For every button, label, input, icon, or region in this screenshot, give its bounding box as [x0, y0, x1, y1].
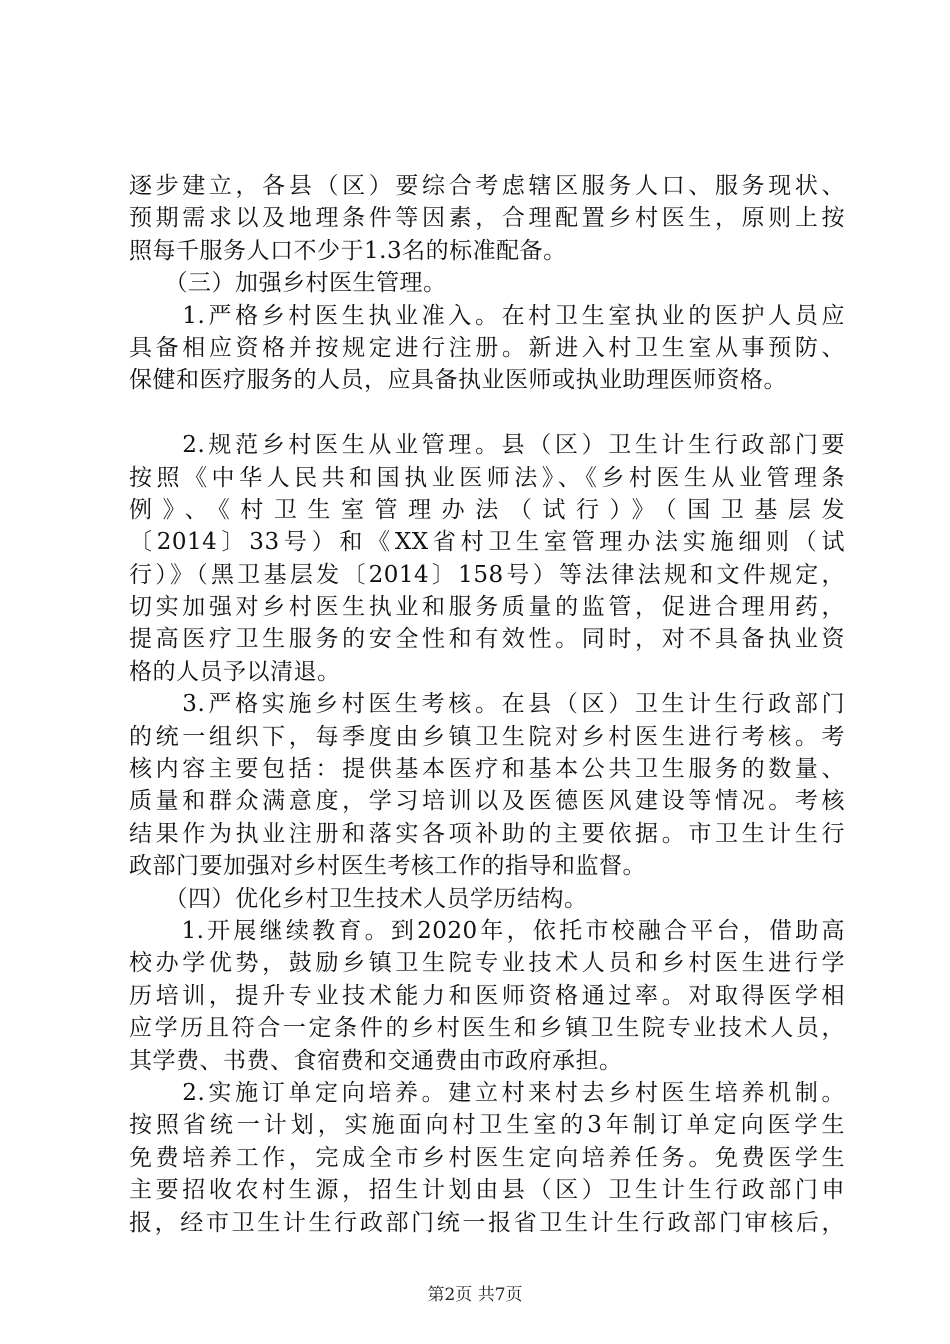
- text-line: 历培训，提升专业技术能力和医师资格通过率。对取得医学相: [129, 982, 845, 1009]
- text-line: 2.规范乡村医生从业管理。县（区）卫生计生行政部门要: [129, 432, 845, 459]
- text-line: [129, 397, 845, 429]
- text-line: 1.严格乡村医生执业准入。在村卫生室执业的医护人员应: [129, 302, 845, 329]
- text-line: 报，经市卫生计生行政部门统一报省卫生计生行政部门审核后，: [129, 1209, 845, 1236]
- text-line: 预期需求以及地理条件等因素，合理配置乡村医生，原则上按: [129, 205, 845, 232]
- text-line: 格的人员予以清退。: [129, 658, 341, 685]
- text-line: 核内容主要包括：提供基本医疗和基本公共卫生服务的数量、: [129, 756, 845, 783]
- text-line: 行）》（黑卫基层发〔2014〕158号）等法律法规和文件规定，: [129, 561, 845, 588]
- text-line: 例》、《村卫生室管理办法（试行）》（国卫基层发: [129, 496, 845, 523]
- text-line: 主要招收农村生源，招生计划由县（区）卫生计生行政部门申: [129, 1177, 845, 1204]
- text-line: 保健和医疗服务的人员，应具备执业医师或执业助理医师资格。: [129, 367, 787, 394]
- text-line: 应学历且符合一定条件的乡村医生和乡镇卫生院专业技术人员，: [129, 1015, 845, 1042]
- text-line: 3.严格实施乡村医生考核。在县（区）卫生计生行政部门: [129, 691, 845, 718]
- text-line: 照每千服务人口不少于1.3名的标准配备。: [129, 237, 567, 264]
- text-line: 免费培养工作，完成全市乡村医生定向培养任务。免费医学生: [129, 1144, 845, 1171]
- text-line: 逐步建立，各县（区）要综合考虑辖区服务人口、服务现状、: [129, 173, 845, 199]
- text-line: 按照《中华人民共和国执业医师法》、《乡村医生从业管理条: [129, 464, 845, 491]
- text-line: 按照省统一计划，实施面向村卫生室的3年制订单定向医学生: [129, 1112, 845, 1139]
- text-line: 政部门要加强对乡村医生考核工作的指导和监督。: [129, 853, 646, 880]
- text-line: 2.实施订单定向培养。建立村来村去乡村医生培养机制。: [129, 1079, 845, 1106]
- text-line: 质量和群众满意度，学习培训以及医德医风建设等情况。考核: [129, 788, 845, 815]
- document-body: [129, 170, 845, 1239]
- text-line: （四）优化乡村卫生技术人员学历结构。: [129, 885, 588, 912]
- text-line: 具备相应资格并按规定进行注册。新进入村卫生室从事预防、: [129, 334, 845, 361]
- text-line: 〔2014〕33号）和《XX省村卫生室管理办法实施细则（试: [129, 529, 845, 556]
- text-line: 校办学优势，鼓励乡镇卫生院专业技术人员和乡村医生进行学: [129, 950, 845, 977]
- page-footer: 第2页 共7页: [427, 1285, 523, 1305]
- text-line: 的统一组织下，每季度由乡镇卫生院对乡村医生进行考核。考: [129, 723, 845, 750]
- text-line: 切实加强对乡村医生执业和服务质量的监管，促进合理用药，: [129, 594, 845, 621]
- text-line: 其学费、书费、食宿费和交通费由市政府承担。: [129, 1047, 623, 1074]
- text-line: 提高医疗卫生服务的安全性和有效性。同时，对不具备执业资: [129, 626, 845, 653]
- text-line: （三）加强乡村医生管理。: [129, 270, 447, 297]
- text-line: 结果作为执业注册和落实各项补助的主要依据。市卫生计生行: [129, 820, 845, 847]
- text-line: 1.开展继续教育。到2020年，依托市校融合平台，借助高: [129, 917, 845, 944]
